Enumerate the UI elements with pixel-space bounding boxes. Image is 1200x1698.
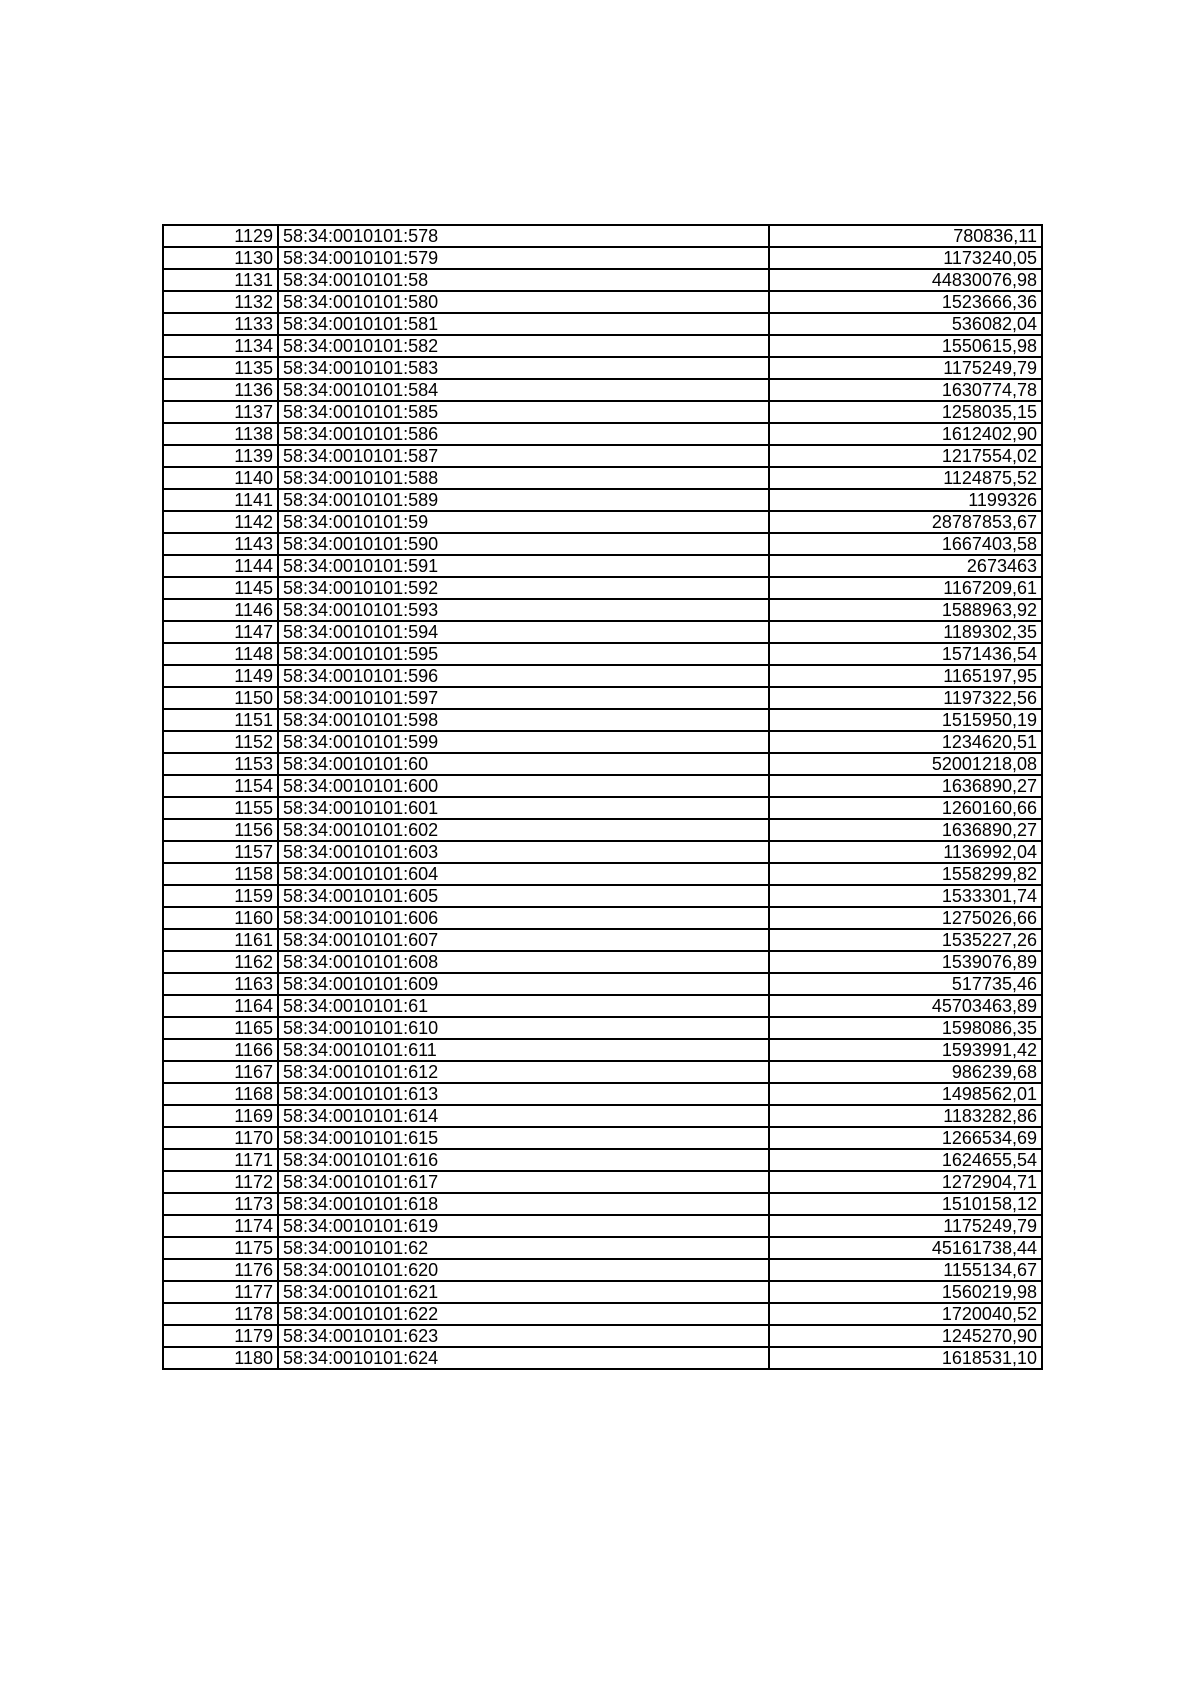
- row-number-cell: 1175: [163, 1237, 278, 1259]
- cadastral-number-cell: 58:34:0010101:623: [278, 1325, 769, 1347]
- row-number-cell: 1135: [163, 357, 278, 379]
- cadastral-value-cell: 1498562,01: [769, 1083, 1042, 1105]
- cadastral-number-cell: 58:34:0010101:607: [278, 929, 769, 951]
- cadastral-value-cell: 536082,04: [769, 313, 1042, 335]
- cadastral-value-cell: 986239,68: [769, 1061, 1042, 1083]
- cadastral-value-cell: 28787853,67: [769, 511, 1042, 533]
- cadastral-number-cell: 58:34:0010101:586: [278, 423, 769, 445]
- row-number-cell: 1137: [163, 401, 278, 423]
- cadastral-value-cell: 1667403,58: [769, 533, 1042, 555]
- row-number-cell: 1151: [163, 709, 278, 731]
- cadastral-value-cell: 1124875,52: [769, 467, 1042, 489]
- cadastral-number-cell: 58:34:0010101:605: [278, 885, 769, 907]
- table-row: [163, 577, 1042, 599]
- cadastral-value-cell: 1588963,92: [769, 599, 1042, 621]
- cadastral-value-cell: 1558299,82: [769, 863, 1042, 885]
- cadastral-number-cell: 58:34:0010101:596: [278, 665, 769, 687]
- cadastral-value-cell: 1183282,86: [769, 1105, 1042, 1127]
- table-row: [163, 841, 1042, 863]
- cadastral-value-cell: 1136992,04: [769, 841, 1042, 863]
- table-row: [163, 1325, 1042, 1347]
- cadastral-value-cell: 1175249,79: [769, 1215, 1042, 1237]
- row-number-cell: 1133: [163, 313, 278, 335]
- table-row: [163, 951, 1042, 973]
- table-row: [163, 1259, 1042, 1281]
- table-row: [163, 1127, 1042, 1149]
- row-number-cell: 1144: [163, 555, 278, 577]
- row-number-cell: 1158: [163, 863, 278, 885]
- cadastral-number-cell: 58:34:0010101:622: [278, 1303, 769, 1325]
- cadastral-value-cell: 517735,46: [769, 973, 1042, 995]
- row-number-cell: 1145: [163, 577, 278, 599]
- cadastral-value-cell: 1598086,35: [769, 1017, 1042, 1039]
- row-number-cell: 1168: [163, 1083, 278, 1105]
- cadastral-value-cell: 1245270,90: [769, 1325, 1042, 1347]
- table-row: [163, 621, 1042, 643]
- table-body: [163, 225, 1042, 1369]
- table-row: [163, 1017, 1042, 1039]
- table-row: [163, 775, 1042, 797]
- row-number-cell: 1165: [163, 1017, 278, 1039]
- cadastral-value-cell: 2673463: [769, 555, 1042, 577]
- cadastral-value-cell: 1636890,27: [769, 819, 1042, 841]
- row-number-cell: 1154: [163, 775, 278, 797]
- cadastral-number-cell: 58:34:0010101:611: [278, 1039, 769, 1061]
- cadastral-value-cell: 1272904,71: [769, 1171, 1042, 1193]
- cadastral-number-cell: 58:34:0010101:62: [278, 1237, 769, 1259]
- cadastral-value-cell: 1571436,54: [769, 643, 1042, 665]
- row-number-cell: 1167: [163, 1061, 278, 1083]
- row-number-cell: 1132: [163, 291, 278, 313]
- row-number-cell: 1147: [163, 621, 278, 643]
- cadastral-value-cell: 1539076,89: [769, 951, 1042, 973]
- table-row: [163, 379, 1042, 401]
- row-number-cell: 1172: [163, 1171, 278, 1193]
- cadastral-value-cell: 1612402,90: [769, 423, 1042, 445]
- cadastral-number-cell: 58:34:0010101:592: [278, 577, 769, 599]
- row-number-cell: 1174: [163, 1215, 278, 1237]
- cadastral-value-cell: 45161738,44: [769, 1237, 1042, 1259]
- table-row: [163, 709, 1042, 731]
- row-number-cell: 1164: [163, 995, 278, 1017]
- cadastral-number-cell: 58:34:0010101:612: [278, 1061, 769, 1083]
- cadastral-value-cell: 1234620,51: [769, 731, 1042, 753]
- cadastral-number-cell: 58:34:0010101:600: [278, 775, 769, 797]
- table-row: [163, 973, 1042, 995]
- cadastral-number-cell: 58:34:0010101:615: [278, 1127, 769, 1149]
- cadastral-value-cell: 1636890,27: [769, 775, 1042, 797]
- row-number-cell: 1177: [163, 1281, 278, 1303]
- cadastral-number-cell: 58:34:0010101:582: [278, 335, 769, 357]
- row-number-cell: 1170: [163, 1127, 278, 1149]
- cadastral-value-cell: 1167209,61: [769, 577, 1042, 599]
- cadastral-value-cell: 780836,11: [769, 225, 1042, 247]
- row-number-cell: 1163: [163, 973, 278, 995]
- cadastral-number-cell: 58:34:0010101:583: [278, 357, 769, 379]
- cadastral-value-cell: 1266534,69: [769, 1127, 1042, 1149]
- table-row: [163, 357, 1042, 379]
- row-number-cell: 1139: [163, 445, 278, 467]
- cadastral-value-cell: 1275026,66: [769, 907, 1042, 929]
- cadastral-number-cell: 58:34:0010101:589: [278, 489, 769, 511]
- row-number-cell: 1129: [163, 225, 278, 247]
- cadastral-value-cell: 52001218,08: [769, 753, 1042, 775]
- cadastral-value-cell: 1630774,78: [769, 379, 1042, 401]
- cadastral-number-cell: 58:34:0010101:624: [278, 1347, 769, 1369]
- cadastral-value-cell: 1550615,98: [769, 335, 1042, 357]
- row-number-cell: 1143: [163, 533, 278, 555]
- row-number-cell: 1169: [163, 1105, 278, 1127]
- cadastral-number-cell: 58:34:0010101:610: [278, 1017, 769, 1039]
- table-row: [163, 269, 1042, 291]
- cadastral-number-cell: 58:34:0010101:591: [278, 555, 769, 577]
- cadastral-value-table: [162, 224, 1043, 1370]
- cadastral-number-cell: 58:34:0010101:61: [278, 995, 769, 1017]
- cadastral-value-cell: 1155134,67: [769, 1259, 1042, 1281]
- table-row: [163, 1193, 1042, 1215]
- cadastral-number-cell: 58:34:0010101:587: [278, 445, 769, 467]
- row-number-cell: 1180: [163, 1347, 278, 1369]
- cadastral-value-cell: 44830076,98: [769, 269, 1042, 291]
- table-row: [163, 995, 1042, 1017]
- table-row: [163, 885, 1042, 907]
- cadastral-value-cell: 1197322,56: [769, 687, 1042, 709]
- table-row: [163, 1105, 1042, 1127]
- row-number-cell: 1148: [163, 643, 278, 665]
- row-number-cell: 1155: [163, 797, 278, 819]
- table-row: [163, 1347, 1042, 1369]
- cadastral-number-cell: 58:34:0010101:620: [278, 1259, 769, 1281]
- table-row: [163, 1171, 1042, 1193]
- cadastral-value-cell: 1510158,12: [769, 1193, 1042, 1215]
- cadastral-value-cell: 1260160,66: [769, 797, 1042, 819]
- row-number-cell: 1140: [163, 467, 278, 489]
- cadastral-number-cell: 58:34:0010101:614: [278, 1105, 769, 1127]
- table-row: [163, 533, 1042, 555]
- row-number-cell: 1166: [163, 1039, 278, 1061]
- cadastral-value-cell: 1515950,19: [769, 709, 1042, 731]
- row-number-cell: 1136: [163, 379, 278, 401]
- cadastral-number-cell: 58:34:0010101:580: [278, 291, 769, 313]
- table-row: [163, 467, 1042, 489]
- table-row: [163, 555, 1042, 577]
- table-row: [163, 863, 1042, 885]
- row-number-cell: 1153: [163, 753, 278, 775]
- table-row: [163, 731, 1042, 753]
- cadastral-value-cell: 1199326: [769, 489, 1042, 511]
- row-number-cell: 1150: [163, 687, 278, 709]
- table-row: [163, 1303, 1042, 1325]
- cadastral-value-cell: 1593991,42: [769, 1039, 1042, 1061]
- table-row: [163, 819, 1042, 841]
- row-number-cell: 1179: [163, 1325, 278, 1347]
- cadastral-number-cell: 58:34:0010101:618: [278, 1193, 769, 1215]
- table-row: [163, 511, 1042, 533]
- cadastral-number-cell: 58:34:0010101:599: [278, 731, 769, 753]
- cadastral-value-cell: 1618531,10: [769, 1347, 1042, 1369]
- cadastral-value-cell: 45703463,89: [769, 995, 1042, 1017]
- table-row: [163, 1215, 1042, 1237]
- cadastral-value-cell: 1165197,95: [769, 665, 1042, 687]
- row-number-cell: 1178: [163, 1303, 278, 1325]
- cadastral-number-cell: 58:34:0010101:619: [278, 1215, 769, 1237]
- table-row: [163, 1061, 1042, 1083]
- cadastral-number-cell: 58:34:0010101:603: [278, 841, 769, 863]
- cadastral-number-cell: 58:34:0010101:597: [278, 687, 769, 709]
- table-row: [163, 225, 1042, 247]
- cadastral-number-cell: 58:34:0010101:608: [278, 951, 769, 973]
- table-row: [163, 907, 1042, 929]
- cadastral-number-cell: 58:34:0010101:617: [278, 1171, 769, 1193]
- cadastral-number-cell: 58:34:0010101:604: [278, 863, 769, 885]
- table-row: [163, 797, 1042, 819]
- document-page: [162, 224, 1043, 1370]
- row-number-cell: 1173: [163, 1193, 278, 1215]
- table-row: [163, 1237, 1042, 1259]
- cadastral-number-cell: 58:34:0010101:616: [278, 1149, 769, 1171]
- cadastral-number-cell: 58:34:0010101:584: [278, 379, 769, 401]
- table-row: [163, 1281, 1042, 1303]
- cadastral-number-cell: 58:34:0010101:585: [278, 401, 769, 423]
- row-number-cell: 1152: [163, 731, 278, 753]
- row-number-cell: 1149: [163, 665, 278, 687]
- table-row: [163, 1149, 1042, 1171]
- row-number-cell: 1146: [163, 599, 278, 621]
- table-row: [163, 1083, 1042, 1105]
- table-row: [163, 687, 1042, 709]
- cadastral-number-cell: 58:34:0010101:621: [278, 1281, 769, 1303]
- cadastral-number-cell: 58:34:0010101:59: [278, 511, 769, 533]
- cadastral-value-cell: 1720040,52: [769, 1303, 1042, 1325]
- row-number-cell: 1131: [163, 269, 278, 291]
- table-row: [163, 929, 1042, 951]
- row-number-cell: 1160: [163, 907, 278, 929]
- cadastral-number-cell: 58:34:0010101:594: [278, 621, 769, 643]
- table-row: [163, 401, 1042, 423]
- table-row: [163, 1039, 1042, 1061]
- row-number-cell: 1159: [163, 885, 278, 907]
- table-row: [163, 423, 1042, 445]
- row-number-cell: 1171: [163, 1149, 278, 1171]
- cadastral-number-cell: 58:34:0010101:609: [278, 973, 769, 995]
- table-row: [163, 599, 1042, 621]
- cadastral-value-cell: 1535227,26: [769, 929, 1042, 951]
- row-number-cell: 1176: [163, 1259, 278, 1281]
- row-number-cell: 1138: [163, 423, 278, 445]
- cadastral-number-cell: 58:34:0010101:598: [278, 709, 769, 731]
- cadastral-number-cell: 58:34:0010101:593: [278, 599, 769, 621]
- table-row: [163, 335, 1042, 357]
- cadastral-value-cell: 1217554,02: [769, 445, 1042, 467]
- cadastral-number-cell: 58:34:0010101:588: [278, 467, 769, 489]
- cadastral-number-cell: 58:34:0010101:590: [278, 533, 769, 555]
- cadastral-value-cell: 1258035,15: [769, 401, 1042, 423]
- cadastral-value-cell: 1175249,79: [769, 357, 1042, 379]
- cadastral-number-cell: 58:34:0010101:58: [278, 269, 769, 291]
- cadastral-value-cell: 1533301,74: [769, 885, 1042, 907]
- cadastral-number-cell: 58:34:0010101:606: [278, 907, 769, 929]
- table-row: [163, 445, 1042, 467]
- cadastral-number-cell: 58:34:0010101:601: [278, 797, 769, 819]
- row-number-cell: 1156: [163, 819, 278, 841]
- cadastral-number-cell: 58:34:0010101:578: [278, 225, 769, 247]
- cadastral-value-cell: 1560219,98: [769, 1281, 1042, 1303]
- table-row: [163, 489, 1042, 511]
- row-number-cell: 1161: [163, 929, 278, 951]
- table-row: [163, 291, 1042, 313]
- cadastral-number-cell: 58:34:0010101:60: [278, 753, 769, 775]
- table-row: [163, 247, 1042, 269]
- cadastral-number-cell: 58:34:0010101:602: [278, 819, 769, 841]
- table-row: [163, 313, 1042, 335]
- table-row: [163, 643, 1042, 665]
- row-number-cell: 1142: [163, 511, 278, 533]
- table-row: [163, 665, 1042, 687]
- row-number-cell: 1141: [163, 489, 278, 511]
- cadastral-value-cell: 1624655,54: [769, 1149, 1042, 1171]
- cadastral-value-cell: 1523666,36: [769, 291, 1042, 313]
- cadastral-number-cell: 58:34:0010101:595: [278, 643, 769, 665]
- cadastral-number-cell: 58:34:0010101:581: [278, 313, 769, 335]
- cadastral-number-cell: 58:34:0010101:579: [278, 247, 769, 269]
- cadastral-value-cell: 1173240,05: [769, 247, 1042, 269]
- row-number-cell: 1134: [163, 335, 278, 357]
- table-row: [163, 753, 1042, 775]
- cadastral-value-cell: 1189302,35: [769, 621, 1042, 643]
- row-number-cell: 1130: [163, 247, 278, 269]
- row-number-cell: 1162: [163, 951, 278, 973]
- row-number-cell: 1157: [163, 841, 278, 863]
- cadastral-number-cell: 58:34:0010101:613: [278, 1083, 769, 1105]
